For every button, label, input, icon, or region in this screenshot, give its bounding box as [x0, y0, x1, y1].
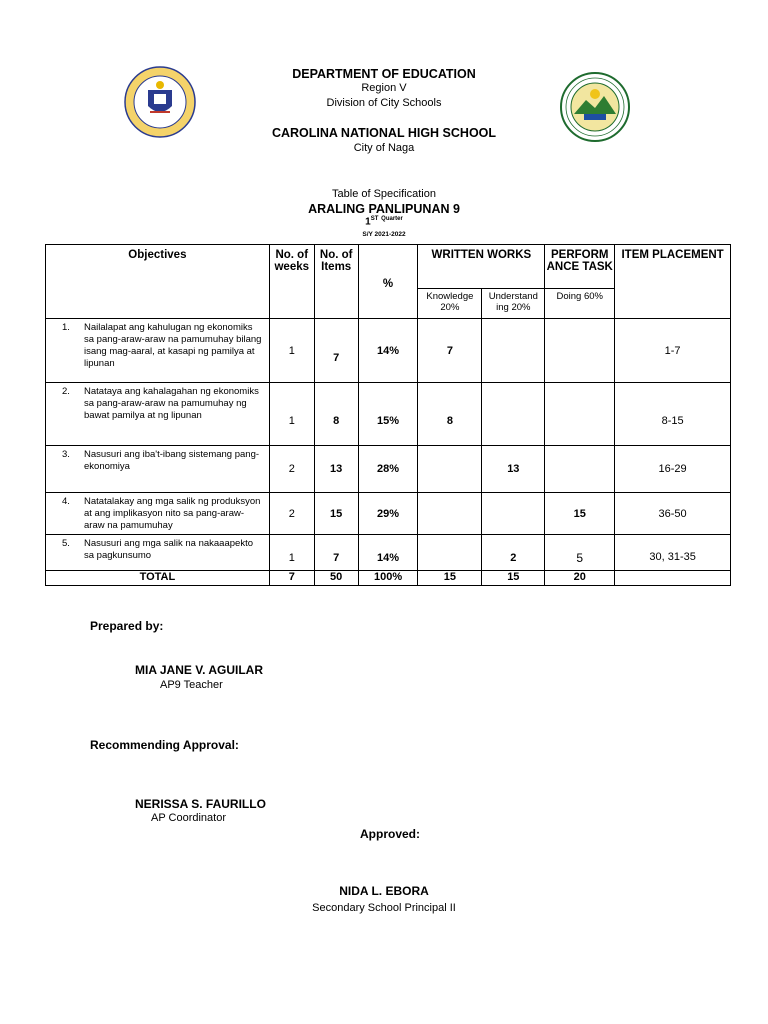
objective-number: 4.	[62, 496, 70, 507]
recommending-approval-label: Recommending Approval:	[90, 738, 239, 752]
doing-cell	[545, 446, 615, 493]
header-percent: %	[358, 245, 418, 319]
knowledge-cell	[418, 535, 482, 571]
header-understanding: Understand ing 20%	[482, 289, 545, 319]
objective-text: Natatalakay ang mga salik ng produksyon at ang implikasyon nito sa pang-araw-araw na pamumuhay	[84, 496, 261, 531]
specification-table	[45, 244, 731, 586]
total-doing: 20	[545, 571, 615, 586]
department-name: DEPARTMENT OF EDUCATION	[292, 67, 476, 81]
objective-text: Natataya ang kahalagahan ng ekonomiks sa pang-araw-araw na pamumuhay ng bawat pamilya at ng lipunan	[84, 386, 259, 421]
document-type: Table of Specification	[332, 188, 436, 200]
total-placement	[615, 571, 731, 586]
prepared-by-label: Prepared by:	[90, 619, 164, 633]
approved-title: Secondary School Principal II	[312, 902, 456, 914]
doing-cell: 15	[545, 493, 615, 535]
placement-cell: 16-29	[615, 446, 731, 493]
quarter-suffix: ST	[370, 216, 379, 222]
school-name: CAROLINA NATIONAL HIGH SCHOOL	[271, 126, 497, 140]
objective-text: Nasusuri ang mga salik na nakaaapekto sa pagkunsumo	[84, 538, 253, 561]
understanding-cell	[482, 319, 545, 383]
placement-cell: 30, 31-35	[615, 535, 731, 571]
total-items: 50	[314, 571, 358, 586]
items-cell: 15	[314, 493, 358, 535]
total-knowledge: 15	[418, 571, 482, 586]
percent-cell: 14%	[358, 319, 418, 383]
total-row	[46, 571, 731, 586]
items-cell: 8	[314, 383, 358, 446]
objective-text: Nasusuri ang iba't-ibang sistemang pang-ekonomiya	[84, 449, 260, 472]
objective-number: 5.	[62, 538, 70, 549]
items-cell: 7	[314, 319, 358, 383]
header-item-placement: ITEM PLACEMENT	[615, 245, 731, 319]
weeks-cell: 1	[269, 319, 314, 383]
percent-cell: 15%	[358, 383, 418, 446]
approved-label: Approved:	[360, 827, 420, 841]
prepared-by-name: MIA JANE V. AGUILAR	[135, 663, 264, 677]
knowledge-cell	[418, 446, 482, 493]
table-row	[46, 383, 731, 446]
weeks-cell: 1	[269, 535, 314, 571]
prepared-by-title: AP9 Teacher	[160, 679, 223, 691]
understanding-cell: 13	[482, 446, 545, 493]
knowledge-cell	[418, 493, 482, 535]
placement-cell: 8-15	[615, 383, 731, 446]
understanding-cell	[482, 383, 545, 446]
header-written-works: WRITTEN WORKS	[418, 245, 545, 289]
total-weeks: 7	[269, 571, 314, 586]
table-row	[46, 446, 731, 493]
percent-cell: 29%	[358, 493, 418, 535]
weeks-cell: 2	[269, 446, 314, 493]
table-row	[46, 493, 731, 535]
header-weeks: No. of weeks	[269, 245, 314, 319]
understanding-cell	[482, 493, 545, 535]
quarter-number: 1	[365, 216, 371, 228]
placement-cell: 1-7	[615, 319, 731, 383]
table-row	[46, 535, 731, 571]
doing-cell	[545, 383, 615, 446]
items-cell: 7	[314, 535, 358, 571]
recommending-title: AP Coordinator	[151, 812, 227, 824]
header-items: No. of Items	[314, 245, 358, 319]
weeks-cell: 2	[269, 493, 314, 535]
total-understanding: 15	[482, 571, 545, 586]
city: City of Naga	[353, 142, 415, 154]
knowledge-cell: 7	[418, 319, 482, 383]
quarter	[0, 216, 768, 227]
header-objectives: Objectives	[46, 245, 270, 319]
doing-cell: 5	[545, 535, 615, 571]
school-year: S/Y 2021-2022	[362, 231, 406, 238]
recommending-name: NERISSA S. FAURILLO	[135, 797, 266, 811]
approved-name: NIDA L. EBORA	[339, 884, 429, 898]
quarter-word: Quarter	[381, 216, 403, 222]
total-percent: 100%	[358, 571, 418, 586]
understanding-cell: 2	[482, 535, 545, 571]
region: Region V	[361, 82, 407, 94]
header-performance-task: PERFORM ANCE TASK	[545, 245, 615, 289]
objective-number: 1.	[62, 322, 70, 333]
header-knowledge: Knowledge 20%	[418, 289, 482, 319]
knowledge-cell: 8	[418, 383, 482, 446]
percent-cell: 14%	[358, 535, 418, 571]
weeks-cell: 1	[269, 383, 314, 446]
objective-number: 2.	[62, 386, 70, 397]
objective-text: Nailalapat ang kahulugan ng ekonomiks sa pang-araw-araw na pamumuhay bilang isang mag-aaral, at kasapi ng pamilya at lipunan	[84, 322, 262, 369]
objective-number: 3.	[62, 449, 70, 460]
placement-cell: 36-50	[615, 493, 731, 535]
percent-cell: 28%	[358, 446, 418, 493]
table-row	[46, 319, 731, 383]
doing-cell	[545, 319, 615, 383]
total-label: TOTAL	[46, 571, 270, 586]
items-cell: 13	[314, 446, 358, 493]
division: Division of City Schools	[326, 97, 442, 109]
header-doing: Doing 60%	[545, 289, 615, 319]
subject-title: ARALING PANLIPUNAN 9	[308, 202, 460, 216]
